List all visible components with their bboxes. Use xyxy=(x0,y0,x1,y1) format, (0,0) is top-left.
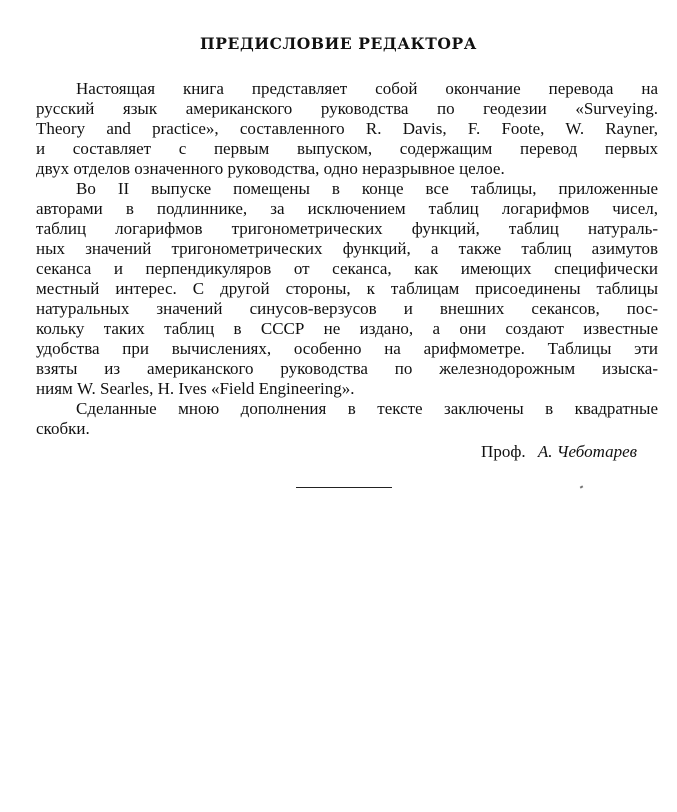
page-title: ПРЕДИСЛОВИЕ РЕДАКТОРА xyxy=(200,34,477,53)
paragraph-1 xyxy=(36,79,658,179)
text-line: ниям W. Searles, H. Ives «Field Engineering». xyxy=(36,379,355,398)
text-line: и составляет с первым выпуском, содержащим перевод первых xyxy=(36,139,658,158)
text-line: удобства при вычислениях, особенно на арифмометре. Таблицы эти xyxy=(36,339,658,358)
text-line: Настоящая книга представляет собой окончание перевода на xyxy=(76,79,658,98)
text-line: Сделанные мною дополнения в тексте заключены в квадратные xyxy=(76,399,658,418)
print-speck xyxy=(580,485,584,488)
text-line: ных значений тригонометрических функций, а также таблиц азимутов xyxy=(36,239,658,258)
editor-signature xyxy=(481,442,637,462)
text-line: авторами в подлиннике, за исключением таблиц логарифмов чисел, xyxy=(36,199,658,218)
signature-title: Проф. xyxy=(481,442,526,461)
preface-body xyxy=(36,79,658,439)
text-line: скобки. xyxy=(36,419,90,438)
text-line: таблиц логарифмов тригонометрических функций, таблиц натураль- xyxy=(36,219,658,238)
text-line: натуральных значений синусов-верзусов и внешних секансов, пос- xyxy=(36,299,658,318)
text-line: взяты из американского руководства по железнодорожным изыска- xyxy=(36,359,658,378)
paragraph-2 xyxy=(36,179,658,399)
text-line: двух отделов означенного руководства, одно неразрывное целое. xyxy=(36,159,505,178)
text-line: Theory and practice», составленного R. Davis, F. Foote, W. Rayner, xyxy=(36,119,658,138)
paragraph-3 xyxy=(36,399,658,439)
section-divider xyxy=(296,487,392,488)
text-line: местный интерес. С другой стороны, к таблицам присоединены таблицы xyxy=(36,279,658,298)
text-line: кольку таких таблиц в СССР не издано, а они создают известные xyxy=(36,319,658,338)
text-line: русский язык американского руководства по геодезии «Surveying. xyxy=(36,99,658,118)
text-line: Во II выпуске помещены в конце все таблицы, приложенные xyxy=(76,179,658,198)
text-line: секанса и перпендикуляров от секанса, как имеющих специфически xyxy=(36,259,658,278)
signature-name: А. Чеботарев xyxy=(537,442,637,461)
